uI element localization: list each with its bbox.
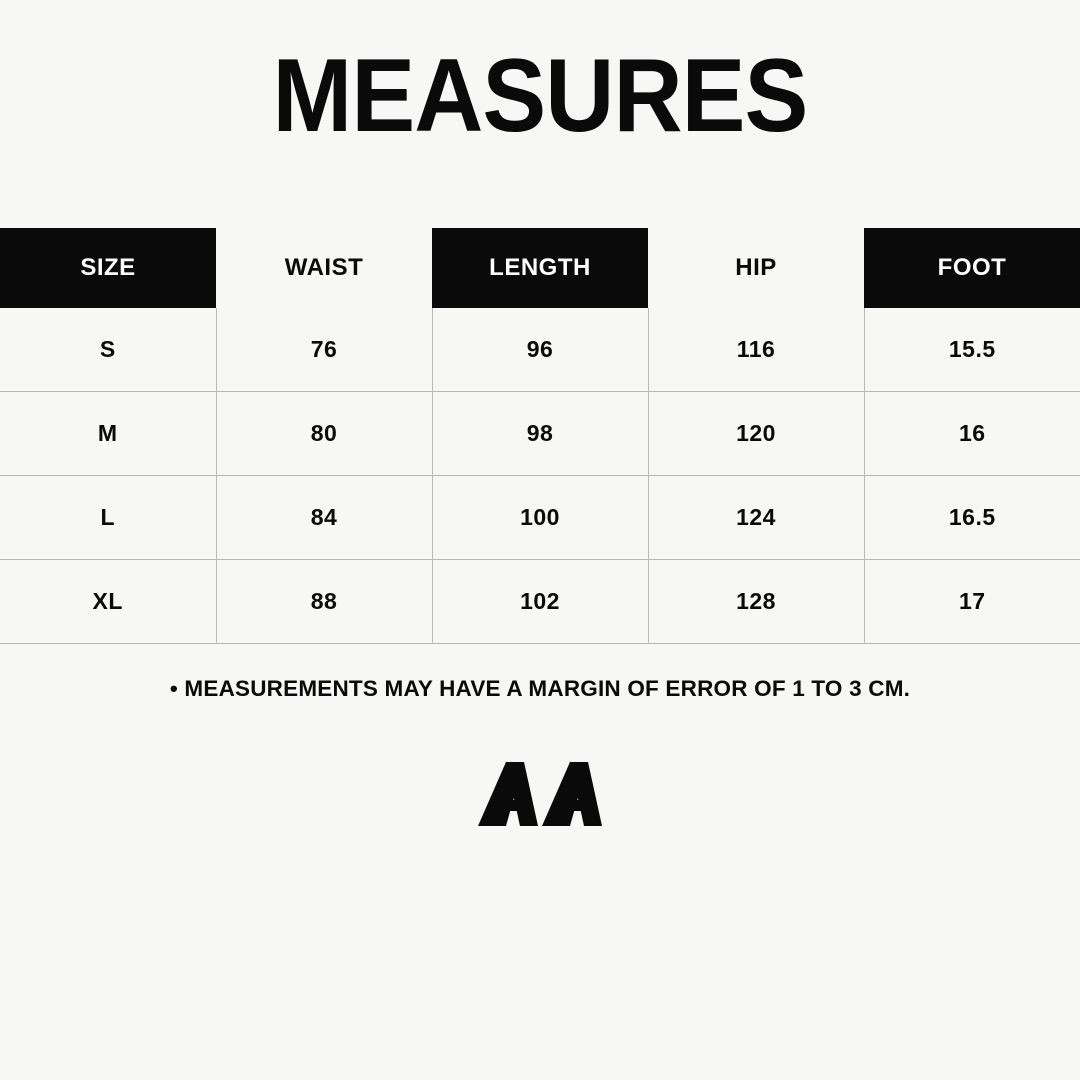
column-header-length: LENGTH xyxy=(432,228,648,308)
table-row xyxy=(0,308,1080,392)
column-header-size: SIZE xyxy=(0,228,216,308)
measures-table xyxy=(0,228,1080,644)
measurement-note: • MEASUREMENTS MAY HAVE A MARGIN OF ERROR OF 1 TO 3 CM. xyxy=(169,676,911,701)
cell-hip: 120 xyxy=(648,392,864,476)
cell-foot: 15.5 xyxy=(864,308,1080,392)
cell-foot: 16 xyxy=(864,392,1080,476)
cell-foot: 17 xyxy=(864,560,1080,644)
cell-length: 102 xyxy=(432,560,648,644)
table-row xyxy=(0,476,1080,560)
cell-hip: 124 xyxy=(648,476,864,560)
cell-waist: 84 xyxy=(216,476,432,560)
cell-foot: 16.5 xyxy=(864,476,1080,560)
table-body xyxy=(0,308,1080,644)
page-title: MEASURES xyxy=(272,38,808,154)
cell-waist: 80 xyxy=(216,392,432,476)
table-header xyxy=(0,228,1080,308)
brand-logo-container xyxy=(0,760,1080,828)
cell-length: 98 xyxy=(432,392,648,476)
table-row xyxy=(0,560,1080,644)
cell-hip: 116 xyxy=(648,308,864,392)
column-header-foot: FOOT xyxy=(864,228,1080,308)
aa-monogram-icon xyxy=(476,760,604,828)
cell-waist: 88 xyxy=(216,560,432,644)
cell-size: L xyxy=(0,476,216,560)
cell-size: XL xyxy=(0,560,216,644)
column-header-hip: HIP xyxy=(648,228,864,308)
cell-size: S xyxy=(0,308,216,392)
column-header-waist: WAIST xyxy=(216,228,432,308)
table-header-row xyxy=(0,228,1080,308)
cell-length: 96 xyxy=(432,308,648,392)
cell-hip: 128 xyxy=(648,560,864,644)
table-row xyxy=(0,392,1080,476)
cell-waist: 76 xyxy=(216,308,432,392)
measures-table-container xyxy=(0,228,1080,644)
cell-length: 100 xyxy=(432,476,648,560)
cell-size: M xyxy=(0,392,216,476)
